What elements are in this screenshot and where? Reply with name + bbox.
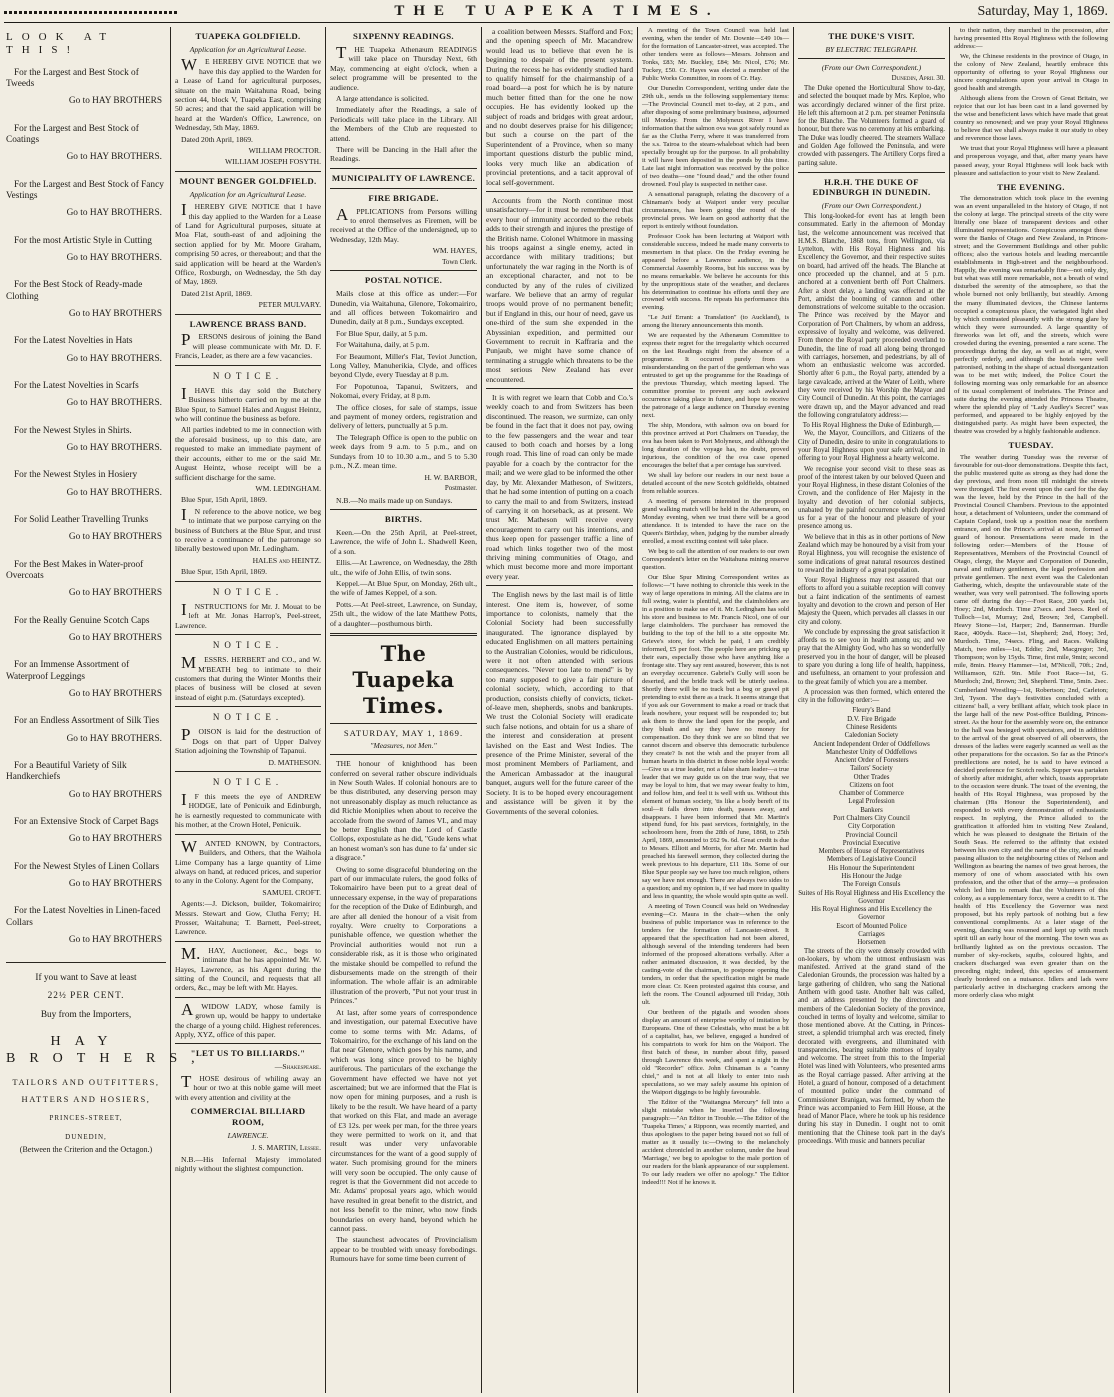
column-rule (793, 27, 794, 1393)
article-paragraph: The demonstration which took place in the evening was an event unparalleled in the history of Otago, if not the colony at large. The principal streets of the city were literally one blaze of transparent devices and other illuminated representations. Conspicuous amongst these were the Banks of Otago and New Zealand, in Princes-street; and the Government Buildings and other public offices; also the various hotels and leading mercantile establishments in High-street and the neighbourhood. Happily, the evening was remarkably fine—not only dry, but what was still more remarkable, not a breath of wind disturbed the serenity of the atmosphere, so that the whole burned not only brilliantly, but steadily. Among the many illuminated devices, the Chinese lanterns occupied a conspicuous place, the variegated light shed by which contrasted pleasantly with the strong glare by which they were surrounded. A large quantity of fireworks was let off, and the streets, which were crowded during the evening, presented a rare scene. The proceedings during the day, as well as at night, were perfectly orderly, and although the hotels were well patronised, nothing in the shape of actual disorganization was to be met with; indeed, the Police Court the following morning was only remarkable for an absence of its usual complement of inebriates. The Prince and suite during the evening attended the Princess Theatre, where the splendid play of "Lady Audley's Secret" was performed, and appeared to be highly enjoyed by the distinguished party. As might have been expected, the theatre was crowded by a highly fashionable audience. (954, 195, 1108, 436)
hay-entry-goto: Go to HAY BROTHERS (68, 834, 162, 845)
procession-item: The Foreign Consuls (842, 881, 901, 889)
address-salutation: To His Royal Highness the Duke of Edinburgh,— (802, 422, 941, 430)
birth-notice: Keppel.—At Blue Spur, on Monday, 26th ult., the wife of James Keppel, of a son. (330, 578, 477, 598)
procession-item: Members of House of Representatives (818, 848, 925, 856)
ad-body: PERSONS desirous of joining the Band will please communicate with Mr. D. F. Francis, Leader, as there are a few vacancies. (175, 330, 321, 361)
ad-body: IF this meets the eye of ANDREW HODGE, late of Penicuik and Edinburgh, he is earnestly requested to communicate with his mother, at the Crown Hotel, Penicuik. (175, 790, 321, 830)
hay-entry-for: For the Latest Novelties in Linen-faced Collars (6, 906, 161, 928)
news-item: Our Blue Spur Mining Correspondent writes as follows:—"I have nothing to chronicle this week in the way of large operations in mining. All the claims are in full swing, water is plentiful, and the claimholders are in a position to make use of it. Mr. Ledingham has sold his store and business to Mr. Francis Nicol, one of our large claimholders. The purchaser has removed the building to the top of the hill to a site opposite Mr. Grieve's store, for which he paid, I am credibly informed, £5 per foot. The people here are pricking up their ears, especially those who have anything like a frontage site. They say rent assured, however, this is not an everyday occurrence. Gabriel's Gully will soon be deserted, and the bridle track will be utterly useless. Shortly there will be no track but a bog or gravel pit pretending to exist there as a track. It seems strange that if you ask our Government to make a road or track that leads nowhere, your request will be responded to; but ask them to throw the land open for the people, and they blush and say they have no money for compensation. Do they think we are so blind that we cannot discern and observe this democratic turbulence they create? Is not the wish and the prayer from all human hearts in this district in those noble loyal words:—Give us a true leader, not a false sham leader—a true leader that we may guide us on the true way, that we may be loyal to him, that we may swear fealty to him, and follow him, and feel it is well with us. Without this element of human society, 'tis like a body bereft of its soul—it falls down into death, passes away, and disappears. I have been informed that Mr. Martin's stipend fund, for his past services, fortnightly, in the schoolroom here, from the 28th of June, 1868, to 25th April, 1869, amounted to £62 9s. 6d. Great credit is due to Messrs. Elliott and Morris, for after Mr. Martin had preached his farewell sermon, they collected during the week previous to his departure, £11 18s. Some of our Blue Spur people say we have too much religion, others say we have not enough. There are always two sides to a question; and my opinion is, if we had more in quality and less in quantity, the whole would spin quite as well. (642, 573, 789, 901)
hay-entry-goto: Go to HAY BROTHERS (68, 588, 162, 599)
ad-body: Agents:—J. Dickson, builder, Tokomairiro; Messrs. Stewart and Gow, Clutha Ferry; H. Prosser, Waitahuna; T. Barnett, Peel-street, Lawrence. (175, 899, 321, 937)
hay-entry-goto: Go to HAY BROTHERS (68, 688, 162, 699)
hay-entry-for: For the Newest Styles in Shirts. (14, 425, 132, 436)
correspondent-line: (From our Own Correspondent.) (821, 62, 922, 72)
column-rule (325, 27, 326, 1393)
column-rule (949, 27, 950, 1393)
notice-heading: NOTICE. (212, 370, 284, 381)
ad-heading: MOUNT BENGER GOLDFIELD. (179, 175, 317, 186)
divider (486, 191, 633, 192)
editorial-paragraph: At last, after some years of correspondence and investigation, our paternal Executive have come to some terms with Mr. Adams, of Tokomairiro, for the exchange of his land on the flat near Glenore, which goes by his name, and which was long since proved to be highly auriferous. The particulars of the exchange the Government have effected we have not yet ascertained; but we are informed that the Flat is now open for mining purposes, and a rush is likely to be the result. We have heard of a party that worked on this Flat, and made an average of £3 12s. per week per man, for the three years they were permitted to work on it, and that result was under very unfavorable circumstances for the want of a good supply of water. Such promising ground for the miners will very soon be occupied. The only cause of regret is that the Government did not accede to Mr. Adams' proposal years ago, which would have resulted in great benefit to the district, and not less benefit to the miner, who now finds boundaries on every hand, beyond which he cannot pass. (330, 1007, 477, 1234)
editorial-paragraph: a coalition between Messrs. Stafford and Fox; and the opening speech of Mr. Macandrew would lead us to believe that even he is beginning to despair of the present system. During the recess he has evidently studied hard to qualify himself for the chairmanship of a road board—a post for which he is by nature much better fitted than for the one he now occupies. He has evidently looked up the subject of roads and bridges with great ardour, and no doubt deserves praise for his diligence; but such a course on the part of the Superintendent of a Province, when so many important questions disturb the public mind, looks very much like an abdication of provincial pretentions, and a tacit approval of local self-government. (486, 27, 633, 187)
news-item: A meeting of persons interested in the proposed grand walking match will be held in the Athenæum, on Monday evening, when we trust there will be a good attendance. It is intended to have the race on the Queen's Birthday, when, judging by the number already enrolled, a most exciting contest will take place. (642, 498, 789, 546)
procession-item: Other Trades (853, 773, 890, 781)
divider (330, 509, 477, 510)
news-item: A sensational paragraph, relating the discovery of a Chinaman's body at Waipori under very peculiar circumstances, has been going the round of the provincial press. We learn on good authority that the report is entirely without foundation. (642, 190, 789, 230)
ad-signature: Postmaster. (444, 483, 477, 492)
article-heading: THE DUKE'S VISIT. (828, 31, 915, 41)
hay-entry-for: For the Latest Novelties in Scarfs (14, 381, 139, 392)
ad-date: Blue Spur, 15th April, 1869. (181, 495, 267, 505)
notice-heading: NOTICE. (212, 639, 284, 650)
notice-heading: NOTICE. (212, 586, 284, 597)
ad-signature: Town Clerk. (442, 257, 477, 266)
notice-heading: NOTICE. (212, 712, 284, 723)
article-paragraph: We conclude by expressing the great satisfaction it affords us to see you in health among us; and we pray that the Almighty God, who has so wonderfully preserved you in the hour of danger, will be pleased to spare you during a long life of health, happiness, and usefulness, an ornament to your profession and to the great family of which you are a member. (798, 628, 945, 686)
ad-heading: MUNICIPALITY OF LAWRENCE. (331, 172, 476, 183)
ad-body: N.B.—No mails made up on Sundays. (336, 495, 453, 505)
hay-entry-goto: Go to HAY BROTHERS (68, 309, 162, 320)
ad-signature: J. S. MARTIN, Lessee. (251, 1143, 321, 1153)
procession-item: D.V. Fire Brigade (847, 715, 896, 723)
dateline: Dunedin, April 30. (891, 74, 945, 82)
ad-signature: D. MATHESON. (268, 757, 321, 767)
section-heading: TUESDAY. (1008, 440, 1054, 451)
hay-entry-for: For the Newest Styles of Linen Collars (14, 861, 160, 872)
article-paragraph: A procession was then formed, which entered the city in the following order:— (798, 688, 945, 705)
ad-body: APPLICATIONS from Persons willing to enrol themselves as Firemen, will be received at the Office of the undersigned, up to Wednesday, 12th May. (330, 204, 477, 244)
procession-item: Members of Legislative Council (826, 856, 917, 864)
article-paragraph: The Duke opened the Horticultural Show to-day, and selected the bouquet made by Mrs. Keploe, who was accordingly declared winner of the first prize. He left this afternoon at 2 p.m. per steamer Peninsula for the Blanche. The Volunteers formed a guard of honour, but there was no ceremony at his embarking. The Duke was loudly cheered. The steamers Wallace and Golden Age followed the Peninsula, and were crowded with passengers. The Artillery Corps fired a parting salute. (798, 85, 945, 167)
column-rule (637, 27, 638, 1393)
birth-notice: Ellis.—At Lawrence, on Wednesday, the 28th ult., the wife of John Ellis, of twin sons. (330, 558, 477, 577)
birth-notice: Keen.—On the 25th April, at Peel-street, Lawrence, the wife of John L. Shadwell Keen, of a son. (330, 527, 477, 556)
hay-entry-goto: Go to HAY BROTHERS (68, 633, 162, 643)
ad-signature: HALES and HEINTZ. (252, 555, 321, 565)
divider (330, 723, 477, 724)
ad-signature: PETER MULVARY. (258, 300, 321, 310)
divider (798, 172, 945, 173)
hay-entry-for: For the Best Makes in Water-proof Overcoats (6, 559, 144, 582)
ad-body: All parties indebted to me in connection with the aforesaid business, up to this date, are requested to make an immediate payment of their accounts, either to me or the said Mr. August Heintz, whose receipt will be a sufficient discharge for the same. (175, 425, 321, 482)
editorial-paragraph: The English news by the last mail is of little interest. One item is, however, of some importance to colonists, namely that the Colonial Society had been successfully inaugurated. The ignorance displayed by educated Englishmen on all matters pertaining to the Australian Colonies, would be ridiculous, were it not often attended with serious consequences. "Never too late to mend" is by too many supposed to give a fair picture of colonial society, which, according to that production, consists chiefly of convicts, ticket-of-leave men, shepherds, snobs and bankrupts. We trust the Colonial Society will eradicate such false notions, and obtain for us a share of the interest and consideration at present lavished on the East and West Indies. The presence of the Prime Minister, several of the most prominent Members of Parliament, and the American Ambassador at the inaugural banquet, augurs well for the future career of the Society. It is to be hoped every encouragement and assistance will be given it by the Governments of the several colonies. (486, 590, 633, 816)
procession-item: Manchester Unity of Oddfellows (826, 748, 917, 756)
article-heading: H.R.H. THE DUKE OF EDINBURGH IN DUNEDIN. (812, 176, 931, 198)
procession-item: Fleury's Band (852, 707, 891, 715)
birth-notice: Potts.—At Peel-street, Lawrence, on Sunday, 25th ult., the widow of the late Matthew Potts, of a daughter—posthumous birth. (330, 599, 477, 628)
article-paragraph: This long-looked-for event has at length been consummated. Early in the afternoon of Monday last, the welcome announcement was received that H.M.S. Blanche, 1868 tons, from Wellington, via Lyttelton, with His Royal Highness and his Excellency the Governor, and their respective suites on board, had arrived off the heads. The Blanche at once proceeded up the channel, and at 5 p.m. anchored at a convenient berth off Port Chalmers. After a short delay, a landing was effected at the Port, amidst the booming of cannon and other demonstrations of welcome suitable to the occasion. The Prince was received by the Mayor and Corporation of Port Chalmers, by whom an address, expressive of loyalty and welcome, was delivered. From thence the Royal party proceeded overland to Dunedin, the line of road all along being thronged with carriages, horsemen, and pedestrians, by all of whom an enthusiastic welcome was accorded. Shortly after 6 p.m., the Royal party, attended by a large cavalcade, arrived at the Water of Leith, where they were received by his Worship the Mayor and City Council of Dunedin. At this point, the carriages were drawn up, and the Mayor advanced and read the following congratulatory address:— (798, 213, 945, 419)
hay-entry-for: For the Largest and Best Stock of Fancy Vestings (6, 179, 164, 202)
ad-body: INSTRUCTIONS for Mr. J. Mouat to be left at Mr. Jonas Harrop's, Peel-street, Lawrence. (175, 599, 321, 630)
divider (175, 581, 321, 582)
ad-body: Mails close at this office as under:—For Dunedin, via Waitahuna, Glenore, Tokomairiro, and all offices between Tokomairiro and Dunedin, daily at 8 p.m., Sundays excepted. (330, 289, 477, 327)
ad-body: There will be Dancing in the Hall after the Readings. (330, 144, 477, 164)
hay-entry-for: For an Extensive Stock of Carpet Bags (14, 816, 159, 827)
ad-signature: WILLIAM JOSEPH FOSYTH. (225, 157, 321, 167)
procession-item: Legal Profession (848, 798, 895, 806)
masthead-title: THE TUAPEKA TIMES. (394, 3, 720, 19)
divider (175, 1043, 321, 1044)
ad-body: IHEREBY GIVE NOTICE that I have this day applied to the Warden for a Lease of Land for Agricultural purposes, situate at Moa Flat, south-east of and adjoining the section applied for by Mr. Moore Graham, comprising 50 acres, or thereabout; and that the said application will be heard at the Warden's Office, Roxburgh, on Wednesday, the 5th day of May, 1869. (175, 200, 321, 287)
editorial-paragraph: Accounts from the North continue most unsatisfactory—for it must be remembered that every hour of immunity accorded to the rebels adds to their strength and injures the prestige of the British name. Colonel Whitmore in massing his troops against a single enemy, acted in accordance with military traditions; but unfortunately the war raging in the North is of an exceptional character, and not to be conducted by any of the rules of civilized warfare. We believe that an army of regular troops would prove of no permanent benefit; but if England in this, our hour of need, gave us one-third of the sum she expended in the Abyssinian expedition, and permitted our Government to recruit in Kaffraria and the Punjaub, we might have some chance of terminating a struggle which threatens to be the most serious New Zealand has ever encountered. (486, 195, 633, 384)
divider (486, 388, 633, 389)
ad-signature: WM. LEDINGHAM. (255, 483, 321, 493)
ad-signature: SAMUEL CROFT. (262, 887, 321, 897)
hay-entry-for: For the Latest Novelties in Hats (14, 336, 133, 347)
hay-entry-goto: Go to HAY BROTHERS. (66, 487, 162, 498)
trade-line: TAILORS AND OUTFITTERS, (12, 1077, 160, 1088)
divider (486, 585, 633, 586)
procession-item: Provincial Council (845, 831, 898, 839)
editorial-paragraph: Owing to some disgraceful blundering on the part of our immaculate rulers, the good folks of Tokomairiro have been put to a great deal of unnecessary expense, in the way of preparations for the reception of the Duke of Edinburgh, and are after all denied the honour of a visit from royalty. Were cruelty to Corporations a punishable offence, we question whether the Provincial authorities would not run a considerable risk, as it is those who originated the mistake should be compelled to refund the disbursements made on the strength of their information. The whole affair is an admirable illustration of the proverb, "Put not your trust in Princes." (330, 864, 477, 1006)
procession-item: Provincial Executive (842, 839, 901, 847)
hay-list (6, 68, 166, 946)
news-item: Our Dunedin Correspondent, writing under date the 29th ult., sends us the following supplementary items:—The Provincial Council met to-day, at 2 p.m., and after disposing of some preliminary business, adjourned till Monday. From the Molyneux River I have information that the salmon ova was got safely round as far as the Clutha Ferry, where it was transferred from the s.s. Tairoa to the steam-whaleboat which had been specially brought up for the purpose. In all probability it will have been deposited in the ponds by this time. Late last night information was received by the police of two deaths—one "found dead," and the other found drowned. Foul play is suspected in neither case. (642, 84, 789, 188)
hay-entry-goto: Go to HAY BROTHERS. (66, 208, 162, 219)
ad-heading: LAWRENCE BRASS BAND. (189, 318, 307, 329)
hay-entry-goto: Go to HAY BROTHERS (68, 934, 162, 945)
notice-heading: NOTICE. (212, 776, 284, 787)
article-paragraph: We believe that in this as in other portions of New Zealand which may be honoured by a visit from your Royal Highness, you will recognise the existence of some indications of great natural resources destined to reward the industry of a great population. (798, 533, 945, 574)
news-item: Professor Cook has been lecturing at Waipori with considerable success, indeed he made many converts to mesmerism in that place. On the Friday evening he appeared before a Lawrence audience, in the Commercial Assembly Rooms, but his success was by no means remarkable. We believe he accounts for this by the unpropitious state of the weather, and declares his determination to continue his efforts until they are crowned with success. He repeats his performance this evening. (642, 232, 789, 312)
hay-entry-goto: Go to HAY BROTHERS. (66, 733, 162, 744)
hay-entry-goto: Go to HAY BROTHERS. (66, 152, 162, 163)
ad-body: IHAVE this day sold the Butchery Business hitherto carried on by me at the Blue Spur, to Samuel Hales and August Heintz, who will continue the business as before. (175, 383, 321, 424)
ad-subheading: LAWRENCE. (227, 1130, 269, 1140)
divider (175, 706, 321, 707)
hay-entry-goto: Go to HAY BROTHERS (68, 96, 162, 107)
article-paragraph: Your Royal Highness may rest assured that our efforts to afford you a suitable reception will convey but a faint indication of the sentiments of earnest loyalty and devotion to the crown and person of Her Majesty the Queen, which pervades all classes in our city and colony. (798, 577, 945, 626)
motto: "Measures, not Men." (370, 740, 437, 750)
hay-entry-for: For Solid Leather Travelling Trunks (14, 515, 149, 526)
hay-entry-for: For the Largest and Best Stock of Coatings (6, 123, 139, 146)
news-item: A meeting of Town Council was held on Wednesday evening—Cr. Maura in the chair—when the only business of public importance was in reference to the tenders for the formation of Lancaster-street. It appeared that the specification had not been altered, although several of the intending tenderers had been informed of the proposed alterations verbally. After a rather animated discussion, it was decided, by the casting-vote of the chairman, to postpone opening the tenders, in order that the specification might be made more clear. Cr. Keen protested against this course, and left the room. The Council adjourned till Friday, 30th ult. (642, 903, 789, 1007)
ad-body: AWIDOW LADY, whose family is grown up, would be happy to undertake the charge of a young child. Highest references. Apply, XYZ, office of this paper. (175, 999, 321, 1039)
procession-list (798, 707, 945, 947)
procession-item: Horsemen (857, 939, 886, 947)
ad-date: Blue Spur, 15th April, 1869. (181, 567, 267, 577)
hay-entry-goto: Go to HAY BROTHERS (68, 878, 162, 889)
divider (330, 754, 477, 755)
column-hay-brothers (6, 27, 209, 1393)
column-rule (170, 27, 171, 1393)
ad-heading: SIXPENNY READINGS. (353, 31, 454, 41)
hay-entry-for: For an Immense Assortment of Waterproof Leggings (6, 660, 130, 682)
hay-entry-for: For the Newest Styles in Hosiery (14, 470, 138, 481)
procession-item: His Honour the Superintendent (828, 864, 915, 872)
ad-signature: WM. HAYES, (432, 246, 477, 256)
ad-heading: TUAPEKA GOLDFIELD. (195, 31, 301, 41)
divider (175, 365, 321, 366)
divider (175, 771, 321, 772)
divider (330, 633, 477, 636)
procession-item: Ancient Order of Foresters (834, 757, 909, 765)
procession-item: Bankers (860, 806, 883, 814)
news-item: The ship, Mondora, with salmon ova on board for this province arrived at Port Chalmers on Tuesday, the ova has been taken to Port Molyneux, and although the long duration of the voyage has, no doubt, proved injurious, the condition of the ova case opened encourages the belief that a per centage has survived. (642, 422, 789, 470)
column-editorial-continued (486, 27, 633, 1393)
procession-item: City Corporation (848, 823, 895, 831)
divider (330, 188, 477, 189)
ad-body: IN reference to the above notice, we beg to intimate that we purpose carrying on the business of Butchers at the Blue Spur, and trust to receive a continuance of the patronage so liberally bestowed upon Mr. Ledingham. (175, 504, 321, 554)
ad-body: The office closes, for sale of stamps, issue and payment of money orders, registration and delivery of letters, punctually at 5 p.m. (330, 402, 477, 431)
hay-entry-goto: Go to HAY BROTHERS (68, 789, 162, 800)
divider (175, 314, 321, 315)
trade-line: HATTERS AND HOSIERS, (21, 1093, 151, 1104)
look-headline: LOOK AT THIS! (6, 31, 115, 57)
buy-line: Buy from the Importers, (40, 1009, 132, 1020)
procession-item: Chamber of Commerce (839, 790, 904, 798)
ad-body: A large attendance is solicited. (336, 93, 429, 103)
procession-item: Suites of His Royal Highness and His Excellency the Governor (798, 889, 945, 905)
divider (330, 168, 477, 169)
procession-item: His Royal Highness and His Excellency the Governor (811, 906, 932, 922)
ad-body: THOSE desirous of whiling away an hour or two at this noble game will meet with every attention and civility at the (175, 1071, 321, 1102)
procession-item: Ancient Independent Order of Oddfellows (813, 740, 930, 748)
correspondent-line: (From our Own Correspondent.) (821, 200, 922, 210)
ad-heading: "LET US TO BILLIARDS." (190, 1048, 306, 1059)
article-paragraph: The weather during Tuesday was the reverse of favourable for out-door demonstrations. Despite this fact, the public mustered quite as strong as they had done the day previous, and from noon till midnight the streets were thronged. The first event upon the card for the day was the levee, held by the Prince in the hall of the Provincial Council Chambers. Previous to the appointed hour, a detachment of Volunteers, under the command of Captain Copland, took up a position near the northern entrance, and on the Prince's arrival at noon, formed a guard of honour. Presentations were made in the following order:—Members of the House of Representatives, Members of the Provincial Council of Otago, clergy, the Mayor and Corporation of Dunedin, naval and military gentlemen, the legal profession and private gentlemen. The next event was the Caledonian Gathering, which, despite the unfavourable state of the weather, was very well patronised. The following sports came off during the day:—Foot Race, 200 yards 1st, Hoey; 2nd, Murdoch. Time 27secs. and 3secs. Reel of Tulloch—1st, Murray; 2nd, Brown; 3rd, Campbell. Heavy Stone—1st, Harper; 2nd, Bannerman. Hurdle Race, 400yds. Race—1st, Shepherd; 2nd, Hoey; 3rd, Murdoch. Time, 74secs. Fling, and Races. Walking Match, two miles—1st, Eddie; 2nd, Macgregor; 3rd, Thompson; won by 15yds. Time, first mile, 9min; second mile, 8min. Heavy Hammer—1st, M'Nicoll, 70ft.; 2nd, Williamson, 62ft. 9in. Mile Foot Race—1st, G. Murdoch; 2nd, Brown; 3rd, Shepherd. Time, 5min. 2sec. Cumberland Wrestling—1st, Robertson; 2nd, Carleton; 3rd, Tyson. The day's festivities concluded with a citizens' ball, a very brilliant affair, which took place in the large hall of the new Post-office Building, Princes-street. As the hour for the assembly wore on, the entrance to the hall was besieged with spectators, and in addition to the arrival of the great observed of all observers, the dresses of the ladies were eagerly scanned as well as the other preparations for the occasion. So far as the Prince's predilections are noted, he is said to have evinced a decided preference for Scotch reels. Supper was partaken of shortly after midnight, after which, toasts appropriate to the occasion were drunk. The toast of the evening, the health of His Royal Highness, was proposed by the chairman (His Honour the Superintendent), and responded to with every demonstration of enthusiastic respect. In replying, the Prince alluded to the gratification it afforded him in visiting New Zealand, which he was pleased to designate the Britain of the South Seas. He referred to the affinity that existed between his own city and the name of the city, and made passing allusion to the neighbouring cities of Nelson and Wellington as bearing the names of two great heroes, the memory of one of whom associated with his own profession, and the other that of the army—a profession which led him to remark that the Volunteers of this colony, as a supplementary force, were a credit to it. The health of His Excellency the Governor was next proposed, but his reply partook of nothing but a few conventional compliments. At a later stage of the evening, dancing was resumed and kept up with much spirit till an early hour of the morning. The town was as brilliantly lighted as on the previous occasion. The number of sky-rockets, squibs, coloured lights, and crackers discharged was even greater than on the preceding night; indeed, this species of amusement clearly bordered on a nuisance. Idlers and lads were particularly active in discharging crackers among the more orderly class who might (954, 453, 1108, 999)
procession-item: Escort of Mounted Police (836, 922, 907, 930)
article-paragraph: We, the Mayor, Councillors, and Citizens of the City of Dunedin, desire to unite in congratulations to your Royal Highness upon your safe arrival, and in offering to your Royal Highness a hearty welcome. (798, 430, 945, 463)
article-paragraph: We, the Chinese residents in the province of Otago, in the colony of New Zealand, heartily embrace this opportunity of offering to your Royal Highness our sincere congratulations upon your arrival in Otago in good health and strength. (954, 53, 1108, 93)
article-paragraph: to their nation, they marched in the procession, after having presented His Royal Highness with the following address:— (954, 27, 1108, 51)
ad-signature: WILLIAM PROCTOR. (248, 145, 321, 155)
news-item: We shall lay before our readers in our next issue a detailed account of the new Scotch goldfields, obtained from reliable sources. (642, 472, 789, 496)
column-notices (175, 27, 321, 1393)
masthead-date: Saturday, May 1, 1869. (977, 4, 1108, 19)
hay-entry-goto: Go to HAY BROTHERS. (66, 443, 162, 454)
ad-body: For Waitahuna, daily, at 5 p.m. (336, 340, 430, 350)
editorial-paragraph: The staunchest advocates of Provincialism appear to be troubled with uneasy forebodings. Rumours have for some time been current of (330, 1235, 477, 1264)
article-paragraph: We trust that your Royal Highness will have a pleasant and prosperous voyage, and that, after many years have passed away, your Royal Highness will look back with pleasure and satisfaction to your visit to New Zealand. (954, 145, 1108, 177)
street-line: PRINCES-STREET, (49, 1114, 123, 1123)
article-subheading: BY ELECTRIC TELEGRAPH. (825, 44, 918, 54)
save-line: If you want to Save at least (35, 973, 137, 984)
news-item: A meeting of the Town Council was held last evening, when the tender of Mr. Downie—£49 10s—for the formation of Lancaster-street, was accepted. The other tenders were as follows—Messrs. Johnson and Tonks, £83; Mr. Buckley, £84; Mr. Nicol, £76; Mr. Tuckey, £50. Cr. Hayes was elected a member of the Public Works Committee, in room of Cr. Hay. (642, 27, 789, 82)
ad-subheading: Application for an Agricultural Lease. (189, 189, 307, 199)
hay-entry-for: For the Largest and Best Stock of Tweeds (6, 67, 139, 90)
news-item: We are requested by the Athenæum Committee to express their regret for the irregularity which occurred on the last Readings night from the absence of a programme. It occurred purely from a misunderstanding on the part of the gentleman who was entrusted to get up the programme for the Readings of the previous Thursday, which meeting lapsed. The committee promise to prevent any such awkward occurrence taking place in future, and hope to receive the patronage of a large audience on Thursday evening next. (642, 332, 789, 420)
ad-heading: FIRE BRIGADE. (368, 192, 439, 203)
procession-item: Tailors' Society (850, 765, 893, 773)
news-item: We beg to call the attention of our readers to our own Correspondent's letter on the Waitahuna mining reserve question. (642, 548, 789, 571)
news-item: The Editor of the "Waitangna Mercury" fell into a slight mistake when he inserted the following paragraph:—"An Editor in Trouble.—The Editor of the 'Tuapeka Times,' a Ripponn, was recently married, and thus apologises to the paper being issued not so full of matter as it usually is:—Owing to the melancholy accident chronicled in another column, under the head 'Marriage,' we beg to apologise to the male portion of our readers for the blank appearance of our supplement. To our lady readers we offer no apology." The Editor indeed!!! Not if he knows it. (642, 1098, 789, 1186)
location-line: (Between the Criterion and the Octagon.) (19, 1145, 153, 1155)
ad-body: WANTED KNOWN, by Contractors, Builders, and Others, that the Waihola Lime Company has a large quantity of Lime always on hand, at reduced prices, and superior to any in the Colony. Agent for the Company, (175, 836, 321, 886)
hay-entry-for: For a Beautiful Variety of Silk Handkerchiefs (6, 760, 127, 783)
procession-item: Citizens on foot (849, 781, 894, 789)
ad-date: Dated 20th April, 1869. (181, 134, 253, 144)
hay-entry-goto: Go to HAY BROTHERS. (66, 398, 162, 409)
ad-heading: POSTAL NOTICE. (364, 275, 443, 286)
article-paragraph: The streets of the city were densely crowded with on-lookers, by whom the utmost enthusiasm was manifested. Arrived at the grand stand of the Caledonian Grounds, the procession was halted by a large gathering of children, who sang the National Anthem with good taste. Another halt was called, and an address presented by the directors and members of the Caledonian Society of the province, couched in terms of loyalty and welcome, similar to those mentioned above. At the Cutting, in Princes-street, a splendid triumphal arch was erected, finely decorated with evergreens, and illuminated with transparencies, bearing suitable mottoes of loyalty and welcome. The street from this to the Imperial Hotel was lined with Volunteers, who presented arms as the Royal carriage passed. After arriving at the Hotel, a guard of honour, composed of a detachment of mounted police under the command of Commissioner Branigan, was formed, by whom the Prince was accompanied to Fern Hill House, at the head of Manor Place, where he took up his residence during his stay in Dunedin. I ought not to omit mentioning that the Chinese took part in the day's proceedings. With music and banners peculiar (798, 947, 945, 1145)
divider (175, 834, 321, 835)
procession-item: Port Chalmers City Council (833, 815, 910, 823)
news-item: Our brethren of the pigtails and wooden shoes display an amount of enterprise worthy of imitation by Europeans. One of these Celestials, who must be a bit of a capitalist, has, we believe, engaged a hundred of his compatriots to work for him on the Waipori. The first batch of these, in number about fifty, passed through Lawrence this week, and spent a night in the old "Recorder" office. John Chinaman is a "canny chiel," and is not at all likely to enter into rash speculations, so we may safely assume his opinion of the Waipori diggings to be highly favourable. (642, 1009, 789, 1096)
procession-item: His Honour the Judge (841, 873, 902, 880)
ad-body: The Telegraph Office is open to the public on week days from 9 a.m. to 5 p.m., and on Sundays from 10 to 10.30 a.m., and 5 to 5.30 p.m., N.Z. mean time. (330, 432, 477, 471)
divider (798, 58, 945, 59)
ad-heading: COMMERCIAL BILLIARD ROOM, (190, 1105, 306, 1127)
ad-body: WE HEREBY GIVE NOTICE that we have this day applied to the Warden for a Lease of Land for agricultural purposes, situate on the main Waitahuna Road, being section 44, block V, Tuapeka East, comprising 50 acres; and that the said application will be heard at the Warden's Office, Lawrence, on Wednesday, 5th May, 1869. (175, 55, 321, 133)
ad-subheading: Application for an Agricultural Lease. (189, 44, 307, 54)
ad-body: M.HAY, Auctioneer, &c., begs to intimate that he has appointed Mr. W. Hayes, Lawrence, as his Agent during the sitting of the Council, and requests that all orders, &c., may be left with Mr. Hayes. (175, 943, 321, 993)
procession-item: Caledonian Society (844, 732, 899, 740)
ad-subheading: —Shakespeare. (274, 1062, 321, 1072)
procession-item: Carriages (858, 930, 885, 938)
ad-date: Dated 21st April, 1869. (181, 288, 253, 298)
editorial-paragraph: It is with regret we learn that Cobb and Co.'s weekly coach to and from Switzers has been discontinued. The reason, we surmize, can only be found in the fact that it does not pay, owing to the few passengers and the wear and tear caused to both coach and horses by a long rough road. This line of road can only be made payable for a coach by the contractor for the mail; and we were glad to be informed the other day, by Mr. Alexander Matheson, of Switzers, that he had some intention of putting on a coach to carry the mail to and from Switzers, instead of carrying it on horseback, as at present. We trust Mr. Matheson will receive every encouragement to carry out his intentions, and thus keep open for passenger traffic a line of road which links together two of the most thriving mining communities of Otago, and which must become more and more important every year. (486, 393, 633, 581)
hay-entry-for: For the Really Genuine Scotch Caps (14, 615, 150, 626)
divider (330, 270, 477, 271)
column-readings-editorial (330, 27, 477, 1393)
hay-entry-goto: Go to HAY BROTHERS. (66, 353, 162, 364)
column-dukes-visit (798, 27, 945, 1393)
section-heading: THE EVENING. (997, 181, 1065, 192)
hay-entry-for: For the Best Stock of Ready-made Clothing (6, 280, 143, 302)
column-dukes-visit-continued (954, 27, 1108, 1393)
procession-item: Chinese Residents (846, 723, 897, 731)
divider (175, 941, 321, 942)
column-rule (481, 27, 482, 1393)
ad-body: For Blue Spur, daily, at 5 p.m. (336, 328, 428, 338)
article-paragraph: We recognise your second visit to these seas as proof of the interest taken by our beloved Queen and your Royal Highness, in these distant Colonies of the Crown, and the confidence of Her Majesty in the loyalty and devotion of her colonial subjects, unabated by the painful occurrence which deprived us for a year of the honour and pleasure of your presence among us. (798, 465, 945, 531)
ad-body: N.B.—His Infernal Majesty immolated nightly without the slightest compunction. (175, 1154, 321, 1173)
ad-body: For Popotunoa, Tapanui, Switzers, and Nokomai, every Friday, at 8 p.m. (330, 381, 477, 401)
hay-entry-goto: Go to HAY BROTHERS. (66, 253, 162, 264)
dateline: SATURDAY, MAY 1, 1869. (343, 728, 464, 739)
ad-body: THE Tuapeka Athenæum READINGS will take place on Thursday Next, 6th May, commencing at eight o'clock, when a select programme will be presented to the audience. (330, 42, 477, 92)
column-local-news (642, 27, 789, 1393)
ad-body: MESSRS. HERBERT and CO., and W. M'BEATH beg to intimate to their customers that during the Winter Months their places of business will be closed at seven instead of eight p.m. (Saturdays excepted). (175, 653, 321, 702)
divider (175, 634, 321, 635)
hay-brothers-banner: HAY BROTHERS, (6, 1034, 209, 1067)
ad-signature: H. W. BARBOR, (424, 472, 477, 482)
ad-body: For Beaumont, Miller's Flat, Teviot Junction, Long Valley, Manuherikia, Clyde, and offices beyond Clyde, every Tuesday at 8 p.m. (330, 351, 477, 380)
nameplate: The Tuapeka Times. (352, 640, 455, 719)
hay-entry-goto: Go to HAY BROTHERS (68, 532, 162, 543)
masthead (4, 2, 1110, 23)
percent-line: 22½ PER CENT. (47, 990, 125, 1001)
hay-entry-for: For an Endless Assortment of Silk Ties (14, 716, 160, 727)
article-paragraph: Although aliens from the Crown of Great Britain, we rejoice that our lot has been cast in a land governed by the wise and beneficient laws which have made that great country so renowned; and we pray your Royal Highness to believe that we shall always make it our study to obey and reverence those laws. (954, 95, 1108, 143)
section-heading: BIRTHS. (384, 514, 423, 524)
ad-body: Immediately after the Readings, a sale of Periodicals will take place in the Library. All the Members of the Club are requested to attend. (330, 105, 477, 143)
divider (6, 962, 166, 963)
editorial-paragraph: THE honour of knighthood has been conferred on several rather obscure individuals in New South Wales. If colonial honours are to be thus distributed, any deserving person may not unreasonably display as much reluctance as did Richie Moniplies when about to receive the accolade from the sword of James VI., and may be better English than the Lord of Castle Collops, expostulate as he did, "Gude kens what an honest woman's son has dune to fa' under sic a disgrace." (330, 759, 477, 863)
divider (175, 997, 321, 998)
ad-body: POISON is laid for the destruction of Dogs on that part of Upper Dalvey Station adjoining the Township of Tapanui. (175, 725, 321, 756)
divider (175, 171, 321, 172)
news-item: "Le Juif Errant: a Translation" (to Auckland), is among the literary announcements this month. (642, 314, 789, 330)
town-line: DUNEDIN, (65, 1132, 107, 1141)
hay-entry-for: For the most Artistic Style in Cutting (14, 235, 152, 246)
